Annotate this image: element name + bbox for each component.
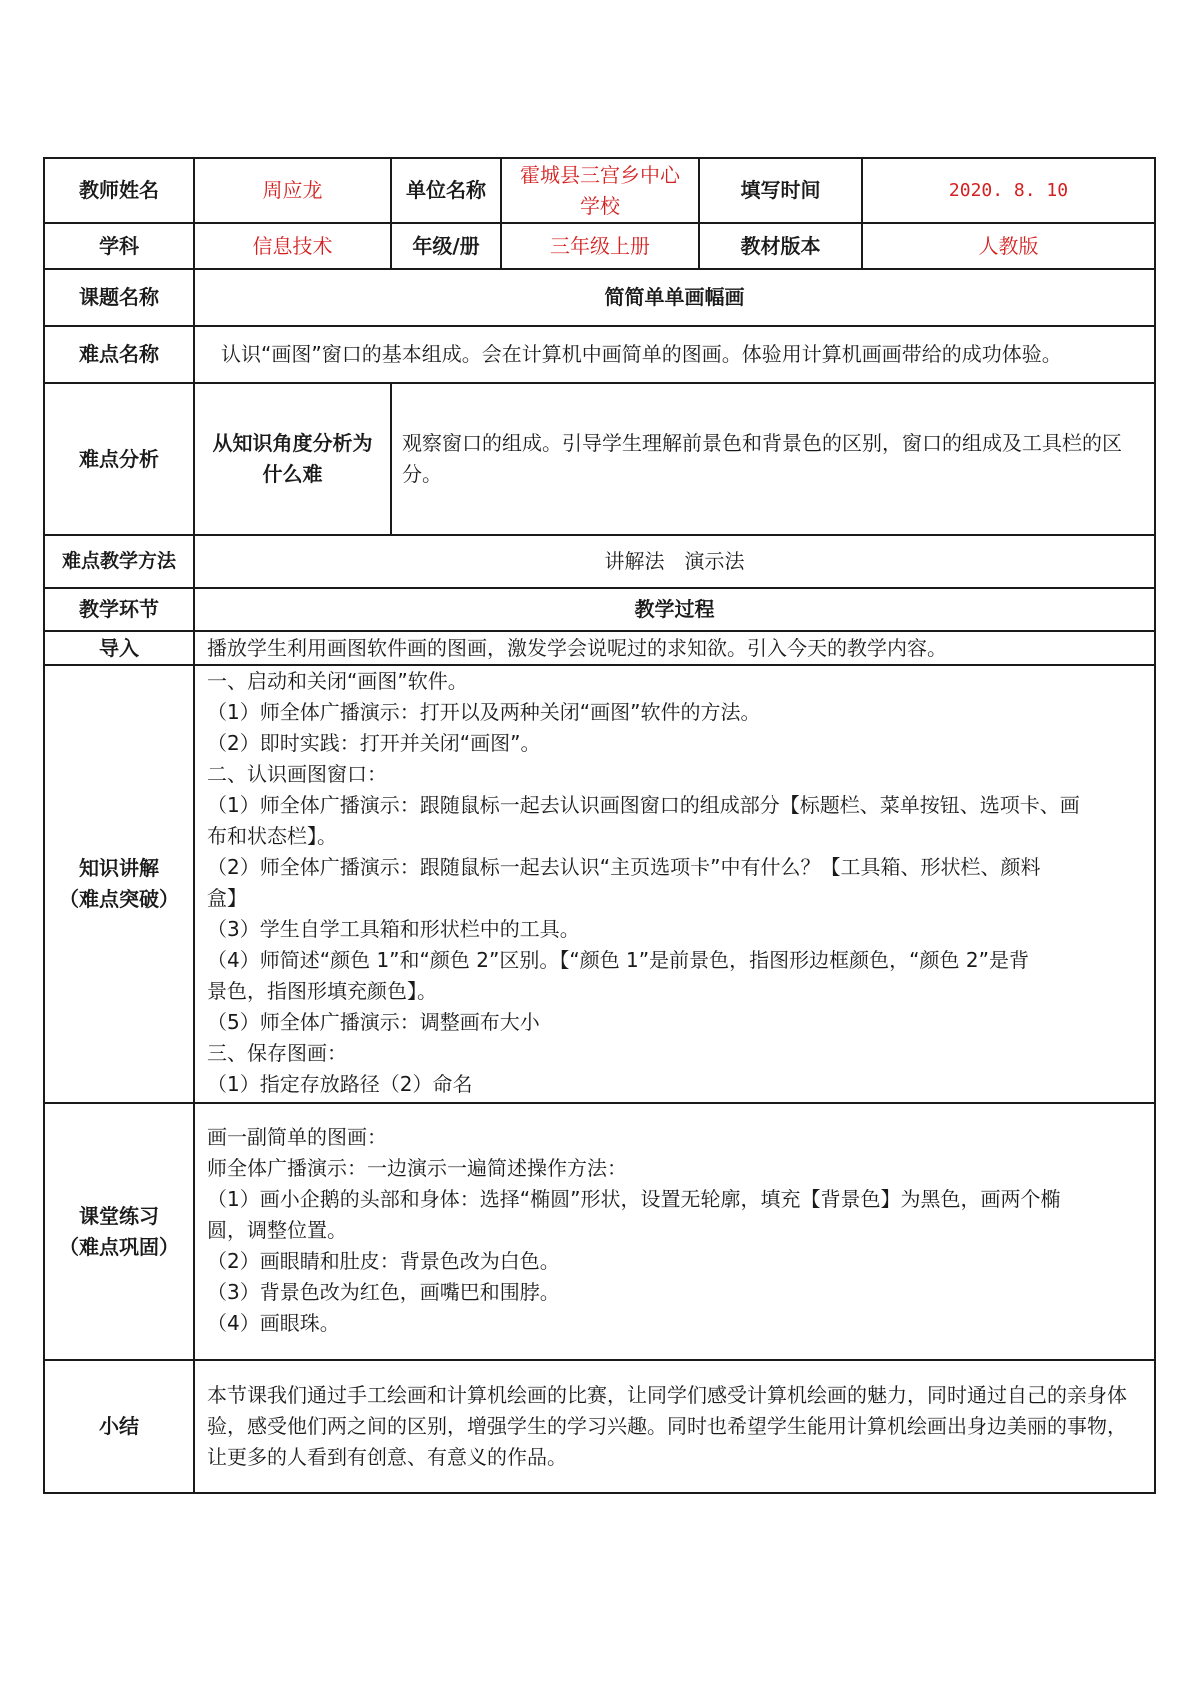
date-label: 填写时间 bbox=[699, 158, 862, 223]
knowledge-line: （1）师全体广播演示：打开以及两种关闭“画图”软件的方法。 bbox=[207, 700, 761, 724]
knowledge-line: （2）即时实践：打开并关闭“画图”。 bbox=[207, 731, 541, 755]
method-row bbox=[44, 535, 1155, 588]
practice-line: 圆，调整位置。 bbox=[207, 1218, 347, 1242]
teacher-value: 周应龙 bbox=[194, 158, 391, 223]
knowledge-line: 三、保存图画： bbox=[207, 1041, 347, 1065]
topic-label: 课题名称 bbox=[44, 269, 194, 326]
analysis-value: 观察窗口的组成。引导学生理解前景色和背景色的区别，窗口的组成及工具栏的区分。 bbox=[391, 383, 1155, 535]
knowledge-line: 景色，指图形填充颜色】。 bbox=[207, 979, 437, 1003]
knowledge-line: 盒】 bbox=[207, 886, 247, 910]
knowledge-label-line1: 知识讲解 bbox=[79, 856, 159, 880]
header-row-1 bbox=[44, 158, 1155, 223]
process-step-label: 教学环节 bbox=[44, 588, 194, 631]
summary-row bbox=[44, 1360, 1155, 1493]
analysis-sub-label: 从知识角度分析为什么难 bbox=[194, 383, 391, 535]
knowledge-line: （5）师全体广播演示：调整画布大小 bbox=[207, 1010, 540, 1034]
edition-value: 人教版 bbox=[862, 223, 1155, 269]
practice-content bbox=[194, 1103, 1155, 1360]
intro-label: 导入 bbox=[44, 631, 194, 665]
date-value: 2020. 8. 10 bbox=[862, 158, 1155, 223]
practice-line: 师全体广播演示：一边演示一遍简述操作方法： bbox=[207, 1156, 627, 1180]
method-label: 难点教学方法 bbox=[44, 535, 194, 588]
knowledge-row bbox=[44, 665, 1155, 1103]
subject-value: 信息技术 bbox=[194, 223, 391, 269]
knowledge-line: （1）指定存放路径（2）命名 bbox=[207, 1072, 473, 1096]
knowledge-line: （1）师全体广播演示：跟随鼠标一起去认识画图窗口的组成部分【标题栏、菜单按钮、选项卡、画 bbox=[207, 793, 1080, 817]
process-header-row bbox=[44, 588, 1155, 631]
difficulty-label: 难点名称 bbox=[44, 326, 194, 383]
summary-value: 本节课我们通过手工绘画和计算机绘画的比赛，让同学们感受计算机绘画的魅力，同时通过自己的亲身体验，感受他们两之间的区别，增强学生的学习兴趣。同时也希望学生能用计算机绘画出身边美丽的事物，让更多的人看到有创意、有意义的作品。 bbox=[194, 1360, 1155, 1493]
lesson-plan-sheet bbox=[43, 157, 1154, 1494]
header-row-2 bbox=[44, 223, 1155, 269]
knowledge-label bbox=[44, 665, 194, 1103]
practice-label-line1: 课堂练习 bbox=[79, 1203, 159, 1228]
knowledge-label-line2: （难点突破） bbox=[59, 887, 179, 911]
unit-label: 单位名称 bbox=[391, 158, 501, 223]
grade-value: 三年级上册 bbox=[501, 223, 699, 269]
difficulty-row bbox=[44, 326, 1155, 383]
analysis-label: 难点分析 bbox=[44, 383, 194, 535]
practice-line: （3）背景色改为红色，画嘴巴和围脖。 bbox=[207, 1280, 560, 1304]
intro-row bbox=[44, 631, 1155, 665]
analysis-row bbox=[44, 383, 1155, 535]
practice-line: （1）画小企鹅的头部和身体：选择“椭圆”形状，设置无轮廓，填充【背景色】为黑色，画两个椭 bbox=[207, 1187, 1061, 1211]
knowledge-line: 一、启动和关闭“画图”软件。 bbox=[207, 669, 468, 693]
lesson-plan-table bbox=[43, 157, 1156, 1494]
knowledge-line: 二、认识画图窗口： bbox=[207, 762, 387, 786]
practice-line: （4）画眼珠。 bbox=[207, 1311, 340, 1335]
difficulty-value: 认识“画图”窗口的基本组成。会在计算机中画简单的图画。体验用计算机画画带给的成功体验。 bbox=[194, 326, 1155, 383]
intro-value: 播放学生利用画图软件画的图画，激发学会说呢过的求知欲。引入今天的教学内容。 bbox=[194, 631, 1155, 665]
practice-label-line2: （难点巩固） bbox=[59, 1234, 179, 1259]
knowledge-content bbox=[194, 665, 1155, 1103]
unit-value: 霍城县三宫乡中心学校 bbox=[501, 158, 699, 223]
summary-label: 小结 bbox=[44, 1360, 194, 1493]
knowledge-line: （3）学生自学工具箱和形状栏中的工具。 bbox=[207, 917, 580, 941]
practice-line: （2）画眼睛和肚皮：背景色改为白色。 bbox=[207, 1249, 560, 1273]
edition-label: 教材版本 bbox=[699, 223, 862, 269]
topic-value: 简简单单画幅画 bbox=[194, 269, 1155, 326]
grade-label: 年级/册 bbox=[391, 223, 501, 269]
knowledge-line: （4）师简述“颜色 1”和“颜色 2”区别。【“颜色 1”是前景色，指图形边框颜色，“颜色 2”是背 bbox=[207, 948, 1029, 972]
process-title: 教学过程 bbox=[194, 588, 1155, 631]
subject-label: 学科 bbox=[44, 223, 194, 269]
practice-line: 画一副简单的图画： bbox=[207, 1125, 387, 1149]
knowledge-line: （2）师全体广播演示：跟随鼠标一起去认识“主页选项卡”中有什么？【工具箱、形状栏、颜料 bbox=[207, 855, 1041, 879]
method-value: 讲解法 演示法 bbox=[194, 535, 1155, 588]
knowledge-line: 布和状态栏】。 bbox=[207, 824, 337, 848]
practice-label bbox=[44, 1103, 194, 1360]
practice-row bbox=[44, 1103, 1155, 1360]
teacher-label: 教师姓名 bbox=[44, 158, 194, 223]
topic-row bbox=[44, 269, 1155, 326]
